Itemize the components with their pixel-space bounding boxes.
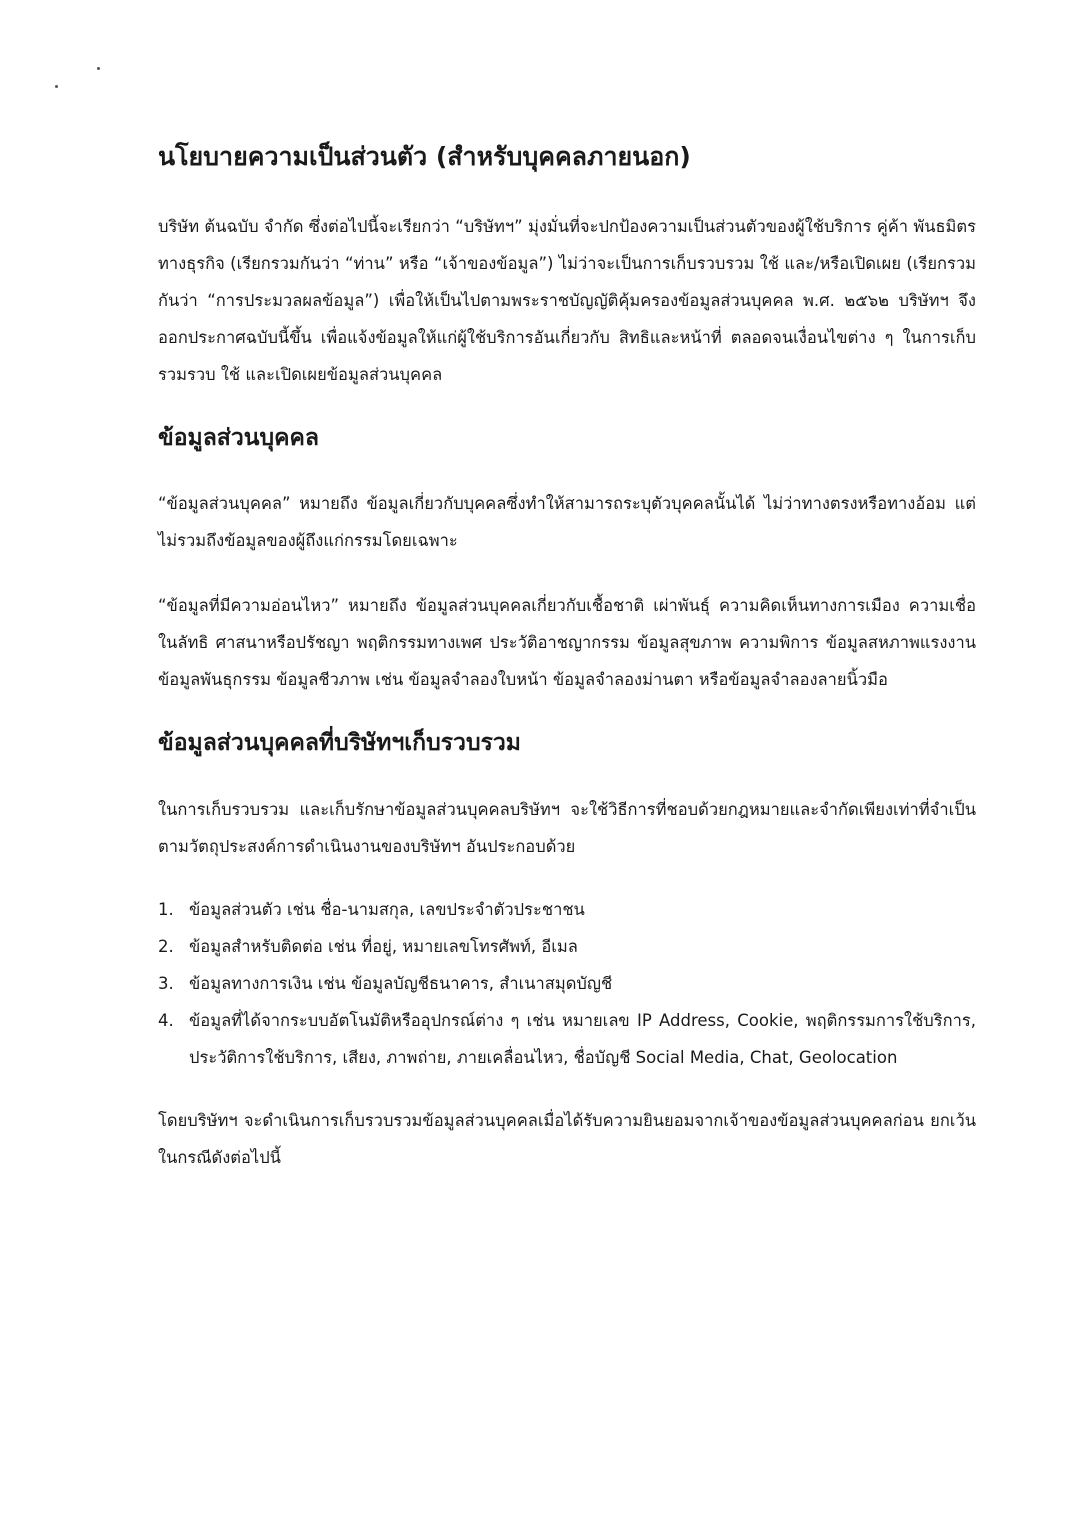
scan-speck (55, 85, 58, 88)
list-item-number: 1. (158, 899, 174, 919)
collection-intro-paragraph: ในการเก็บรวบรวม และเก็บรักษาข้อมูลส่วนบุคคลบริษัทฯ จะใช้วิธีการที่ชอบด้วยกฎหมายและจำกัดเพียงเท่าที่จำเป็นตามวัตถุประสงค์การดำเนินงานของบริษัทฯ อันประกอบด้วย (158, 799, 976, 856)
list-item (158, 928, 976, 965)
list-item (158, 965, 976, 1002)
document-body (158, 138, 976, 1204)
collected-data-list (158, 891, 976, 1076)
sensitive-data-definition: “ข้อมูลที่มีความอ่อนไหว” หมายถึง ข้อมูลส่วนบุคคลเกี่ยวกับเชื้อชาติ เผ่าพันธุ์ ความคิดเห็นทางการเมือง ความเชื่อในลัทธิ ศาสนาหรือปรัชญา พฤติกรรมทางเพศ ประวัติอาชญากรรม ข้อมูลสุขภาพ ความพิการ ข้อมูลสหภาพแรงงาน ข้อมูลพันธุกรรม ข้อมูลชีวภาพ เช่น ข้อมูลจำลองใบหน้า ข้อมูลจำลองม่านตา หรือข้อมูลจำลองลายนิ้วมือ (158, 596, 976, 689)
consent-paragraph: โดยบริษัทฯ จะดำเนินการเก็บรวบรวมข้อมูลส่วนบุคคลเมื่อได้รับความยินยอมจากเจ้าของข้อมูลส่วนบุคคลก่อน ยกเว้นในกรณีดังต่อไปนี้ (158, 1110, 976, 1167)
intro-paragraph: บริษัท ต้นฉบับ จำกัด ซึ่งต่อไปนี้จะเรียกว่า “บริษัทฯ” มุ่งมั่นที่จะปกป้องความเป็นส่วนตัวของผู้ใช้บริการ คู่ค้า พันธมิตรทางธุรกิจ (เรียกรวมกันว่า “ท่าน” หรือ “เจ้าของข้อมูล”) ไม่ว่าจะเป็นการเก็บรวบรวม ใช้ และ/หรือเปิดเผย (เรียกรวมกันว่า “การประมวลผลข้อมูล”) เพื่อให้เป็นไปตามพระราชบัญญัติคุ้มครองข้อมูลส่วนบุคคล พ.ศ. ๒๕๖๒ บริษัทฯ จึงออกประกาศฉบับนี้ขึ้น เพื่อแจ้งข้อมูลให้แก่ผู้ใช้บริการอันเกี่ยวกับ สิทธิและหน้าที่ ตลอดจนเงื่อนไขต่าง ๆ ในการเก็บ รวมรวบ ใช้ และเปิดเผยข้อมูลส่วนบุคคล (158, 216, 976, 384)
list-item-number: 2. (158, 936, 174, 956)
list-item-number: 4. (158, 1010, 174, 1030)
list-item (158, 891, 976, 928)
list-item-text: ข้อมูลส่วนตัว เช่น ชื่อ-นามสกุล, เลขประจำตัวประชาชน (189, 899, 585, 919)
section-heading-collected-data: ข้อมูลส่วนบุคคลที่บริษัทฯเก็บรวบรวม (158, 730, 521, 756)
list-item-text: ข้อมูลทางการเงิน เช่น ข้อมูลบัญชีธนาคาร, สำเนาสมุดบัญชี (189, 973, 613, 993)
list-item (158, 1002, 976, 1076)
personal-data-definition: “ข้อมูลส่วนบุคคล” หมายถึง ข้อมูลเกี่ยวกับบุคคลซึ่งทำให้สามารถระบุตัวบุคคลนั้นได้ ไม่ว่าทางตรงหรือทางอ้อม แต่ไม่รวมถึงข้อมูลของผู้ถึงแก่กรรมโดยเฉพาะ (158, 494, 976, 550)
document-title: นโยบายความเป็นส่วนตัว (สำหรับบุคคลภายนอก) (158, 142, 691, 171)
section-heading-personal-data: ข้อมูลส่วนบุคคล (158, 424, 319, 451)
list-item-text: ข้อมูลสำหรับติดต่อ เช่น ที่อยู่, หมายเลขโทรศัพท์, อีเมล (189, 936, 578, 956)
scan-speck (97, 67, 100, 70)
list-item-number: 3. (158, 973, 174, 993)
list-item-text: ข้อมูลที่ได้จากระบบอัตโนมัติหรืออุปกรณ์ต่าง ๆ เช่น หมายเลข IP Address, Cookie, พฤติกรรมการใช้บริการ, ประวัติการใช้บริการ, เสียง, ภาพถ่าย, ภายเคลื่อนไหว, ชื่อบัญชี Social Media, Chat, Geolocation (189, 1010, 977, 1067)
